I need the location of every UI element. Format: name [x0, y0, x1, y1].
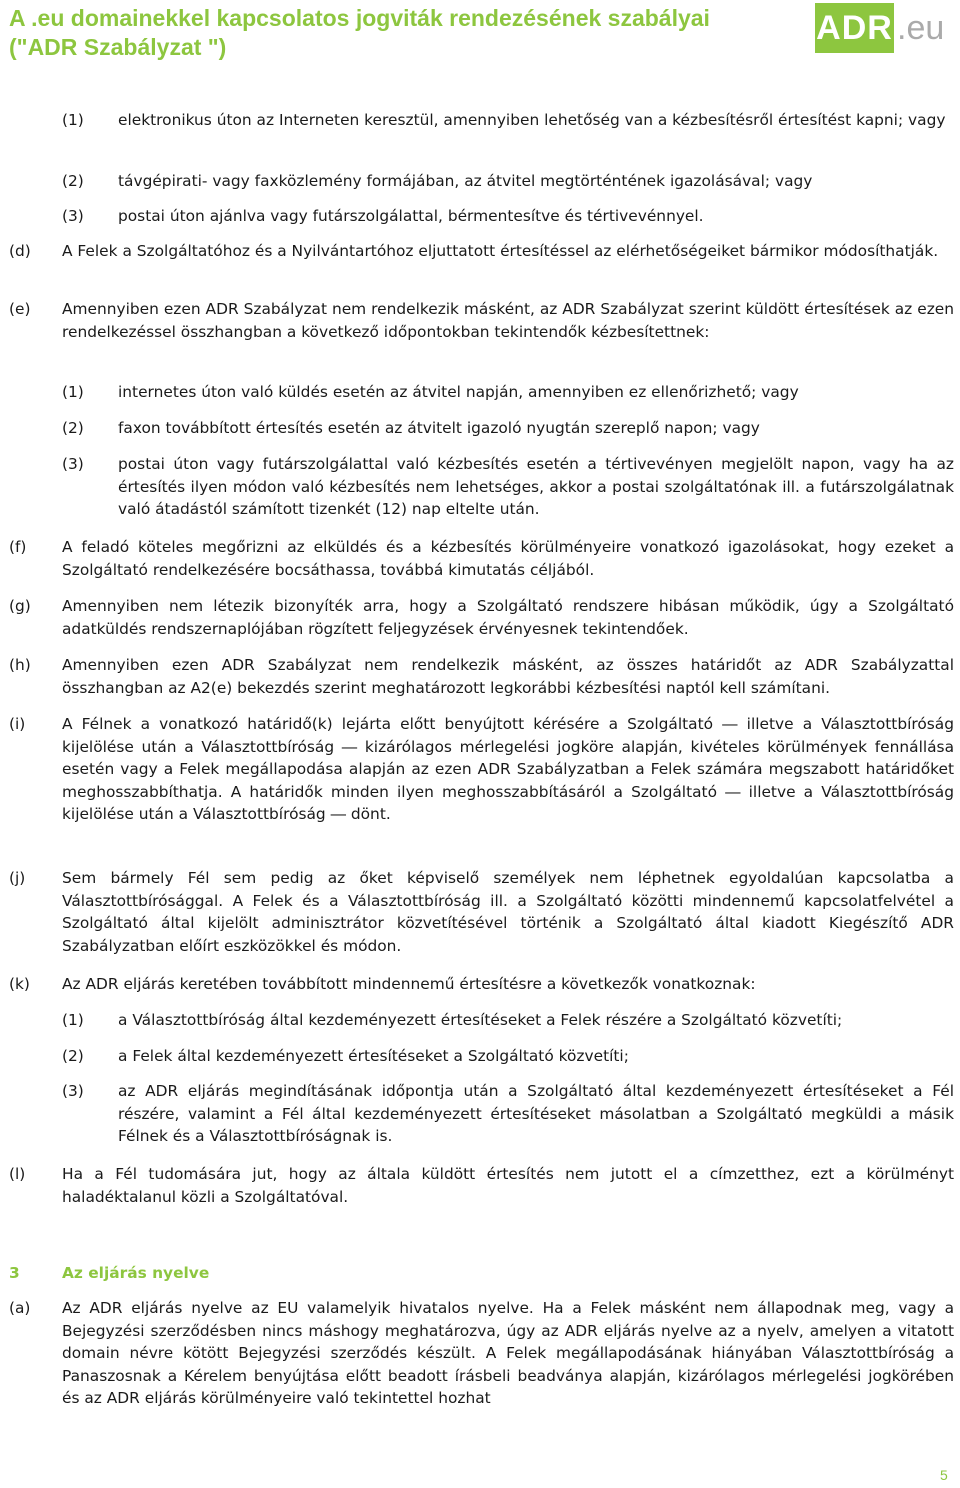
adr-eu-logo	[815, 3, 955, 53]
paragraph-text: Ha a Fél tudomására jut, hogy az általa küldött értesítés nem jutott el a címzetthez, ezt a körülményt haladéktalanul közli a Szolgáltatóval.	[62, 1165, 954, 1206]
paragraph-text: A feladó köteles megőrizni az elküldés és a kézbesítés körülményeire vonatkozó igazolásokat, hogy ezeket a Szolgáltató rendelkezésére bocsáthassa, továbbá kimutatás céljából.	[62, 538, 954, 579]
paragraph-label: (g)	[9, 597, 31, 615]
item-text: faxon továbbított értesítés esetén az átvitelt igazoló nyugtán szereplő napon; vagy	[118, 419, 760, 437]
paragraph-label: (k)	[9, 975, 30, 993]
item-label: (3)	[62, 1082, 84, 1100]
item-label: (2)	[62, 172, 84, 190]
paragraph-text: Az ADR eljárás keretében továbbított mindennemű értesítésre a következők vonatkoznak:	[62, 975, 756, 993]
paragraph-label: (f)	[9, 538, 27, 556]
paragraph-text: A Félnek a vonatkozó határidő(k) lejárta előtt benyújtott kérésére a Szolgáltató ― illetve a Választottbíróság kijelölése után a Választottbíróság ― kizárólagos mérlegelési jogköre alapján, kivételes körülmények fennállása esetén vagy a Felek megállapodása alapján az ezen ADR Szabályzatban a Felek számára megszabott határidőket meghosszabbíthatja. A határidők minden ilyen meghosszabbításáról a Szolgáltató ― illetve a Választottbíróság kijelölése után a Választottbíróság ― dönt.	[62, 715, 954, 824]
document-title-line2: ("ADR Szabályzat ")	[9, 34, 227, 60]
item-label: (3)	[62, 455, 84, 473]
item-label: (2)	[62, 1047, 84, 1065]
item-text: távgépirati- vagy faxközlemény formájában, az átvitel megtörténtének igazolásával; vagy	[118, 172, 813, 190]
section-number: 3	[9, 1264, 20, 1282]
paragraph-label: (e)	[9, 300, 31, 318]
item-text: a Választottbíróság által kezdeményezett értesítéseket a Felek részére a Szolgáltató közvetíti;	[118, 1011, 843, 1029]
item-label: (1)	[62, 111, 84, 129]
section-title: Az eljárás nyelve	[62, 1264, 210, 1282]
paragraph-text: Amennyiben ezen ADR Szabályzat nem rendelkezik másként, az ADR Szabályzat szerint küldött értesítések az ezen rendelkezéssel összhangban a következő időpontokban tekintendők kézbesítettnek:	[62, 300, 954, 341]
page-number: 5	[940, 1467, 948, 1483]
paragraph-text: Sem bármely Fél sem pedig az őket képviselő személyek nem léphetnek egyoldalúan kapcsolatba a Választottbírósággal. A Felek és a Választottbíróság ill. a Szolgáltató közötti mindennemű kapcsolatfelvétel a Szolgáltató által kijelölt adminisztrátor közvetítésével történik a Szolgáltató által kiadott Kiegészítő ADR Szabályzatban előírt eszközökkel és módon.	[62, 869, 954, 955]
item-text: az ADR eljárás megindításának időpontja után a Szolgáltató által kezdeményezett értesítéseket a Fél részére, valamint a Fél által kezdeményezett értesítéseket másolatban a Szolgáltató megküldi a másik Félnek és a Választottbíróságnak is.	[118, 1082, 954, 1146]
logo-adr-text: ADR	[815, 3, 894, 53]
paragraph-text: Amennyiben ezen ADR Szabályzat nem rendelkezik másként, az összes határidőt az ADR Szabályzattal összhangban az A2(e) bekezdés szerint meghatározott legkorábbi kézbesítési naptól kell számítani.	[62, 656, 954, 697]
paragraph-label: (h)	[9, 656, 31, 674]
document-title-line1: A .eu domainekkel kapcsolatos jogviták rendezésének szabályai	[9, 5, 710, 31]
logo-eu-text: .eu	[897, 9, 945, 47]
item-label: (2)	[62, 419, 84, 437]
paragraph-text: Az ADR eljárás nyelve az EU valamelyik hivatalos nyelve. Ha a Felek másként nem állapodnak meg, vagy a Bejegyzési szerződésben nincs máshogy meghatározva, úgy az ADR eljárás nyelve az a nyelv, amelyen a vitatott domain névre kötött Bejegyzési szerződés készült. A Felek megállapodásának hiányában Választottbíróság a Panaszosnak a Kérelem benyújtása előtt beadott írásbeli beadványa alapján, kizárólagos mérlegelési jogkörében és az ADR eljárás körülményeire való tekintettel hozhat	[62, 1299, 954, 1408]
item-label: (3)	[62, 207, 84, 225]
item-text: postai úton vagy futárszolgálattal való kézbesítés esetén a tértivevényen megjelölt napon, vagy ha az értesítés ilyen módon való kézbesítés nem lehetséges, akkor a postai szolgáltatónak ill. a futárszolgálatnak való átadástól számított tizenkét (12) nap eltelte után.	[118, 455, 954, 519]
paragraph-label: (a)	[9, 1299, 31, 1317]
item-text: postai úton ajánlva vagy futárszolgálattal, bérmentesítve és tértivevénnyel.	[118, 207, 704, 225]
paragraph-text: Amennyiben nem létezik bizonyíték arra, hogy a Szolgáltató rendszere hibásan működik, úgy a Szolgáltató adatküldés rendszernaplójában rögzített feljegyzések érvényesnek tekintendőek.	[62, 597, 954, 638]
item-label: (1)	[62, 1011, 84, 1029]
paragraph-text: A Felek a Szolgáltatóhoz és a Nyilvántartóhoz eljuttatott értesítéssel az elérhetőségeiket bármikor módosíthatják.	[62, 242, 939, 260]
item-label: (1)	[62, 383, 84, 401]
paragraph-label: (l)	[9, 1165, 26, 1183]
paragraph-label: (d)	[9, 242, 31, 260]
item-text: elektronikus úton az Interneten keresztül, amennyiben lehetőség van a kézbesítésről értesítést kapni; vagy	[118, 111, 946, 129]
document-title	[9, 4, 789, 62]
item-text: internetes úton való küldés esetén az átvitel napján, amennyiben ez ellenőrizhető; vagy	[118, 383, 799, 401]
page-header	[0, 0, 960, 70]
paragraph-label: (j)	[9, 869, 26, 887]
item-text: a Felek által kezdeményezett értesítéseket a Szolgáltató közvetíti;	[118, 1047, 629, 1065]
paragraph-label: (i)	[9, 715, 26, 733]
